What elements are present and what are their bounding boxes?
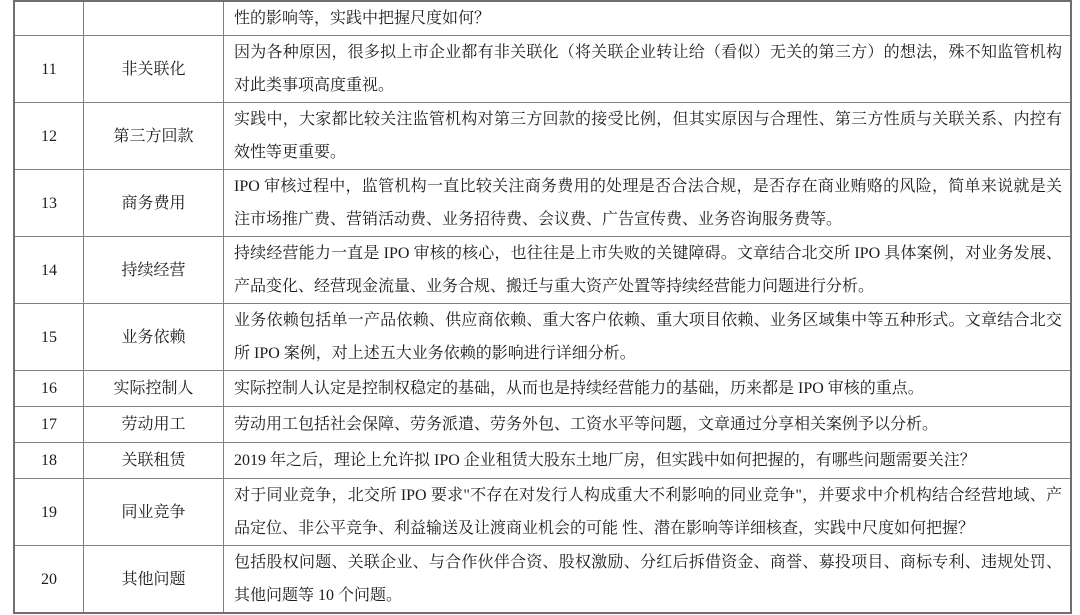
- topic-cell: 非关联化: [84, 36, 224, 103]
- description-cell: 性的影响等，实践中把握尺度如何？: [224, 1, 1072, 36]
- table-row: [14, 237, 1071, 304]
- topic-cell: 其他问题: [84, 546, 224, 614]
- description-cell: 持续经营能力一直是 IPO 审核的核心，也往往是上市失败的关键障碍。文章结合北交所 IPO 具体案例，对业务发展、产品变化、经营现金流量、业务合规、搬迁与重大资产处置等持续经营能力问题进行分析。: [224, 237, 1072, 304]
- description-cell: 包括股权问题、关联企业、与合作伙伴合资、股权激励、分红后拆借资金、商誉、募投项目、商标专利、违规处罚、其他问题等 10 个问题。: [224, 546, 1072, 614]
- table-row: [14, 479, 1071, 546]
- description-cell: 业务依赖包括单一产品依赖、供应商依赖、重大客户依赖、重大项目依赖、业务区域集中等五种形式。文章结合北交所 IPO 案例，对上述五大业务依赖的影响进行详细分析。: [224, 304, 1072, 371]
- topic-cell: 同业竞争: [84, 479, 224, 546]
- table-row: [14, 407, 1071, 443]
- row-number-cell: 12: [14, 103, 84, 170]
- table-row: [14, 170, 1071, 237]
- table-row: [14, 304, 1071, 371]
- table-row: [14, 1, 1071, 36]
- table-row: [14, 443, 1071, 479]
- topic-cell: 商务费用: [84, 170, 224, 237]
- row-number-cell: 16: [14, 371, 84, 407]
- row-number-cell: 18: [14, 443, 84, 479]
- topic-cell: 第三方回款: [84, 103, 224, 170]
- row-number-cell: 13: [14, 170, 84, 237]
- description-cell: 劳动用工包括社会保障、劳务派遣、劳务外包、工资水平等问题，文章通过分享相关案例予以分析。: [224, 407, 1072, 443]
- row-number-cell: 20: [14, 546, 84, 614]
- table-row: [14, 36, 1071, 103]
- description-cell: 实践中，大家都比较关注监管机构对第三方回款的接受比例，但其实原因与合理性、第三方性质与关联关系、内控有效性等更重要。: [224, 103, 1072, 170]
- topic-cell: [84, 1, 224, 36]
- topic-cell: 业务依赖: [84, 304, 224, 371]
- description-cell: 2019 年之后，理论上允许拟 IPO 企业租赁大股东土地厂房，但实践中如何把握的，有哪些问题需要关注？: [224, 443, 1072, 479]
- topic-cell: 劳动用工: [84, 407, 224, 443]
- topic-cell: 持续经营: [84, 237, 224, 304]
- description-cell: 因为各种原因，很多拟上市企业都有非关联化（将关联企业转让给（看似）无关的第三方）的想法，殊不知监管机构对此类事项高度重视。: [224, 36, 1072, 103]
- description-cell: IPO 审核过程中，监管机构一直比较关注商务费用的处理是否合法合规，是否存在商业贿赂的风险，简单来说就是关注市场推广费、营销活动费、业务招待费、会议费、广告宣传费、业务咨询服务费等。: [224, 170, 1072, 237]
- row-number-cell: 17: [14, 407, 84, 443]
- row-number-cell: [14, 1, 84, 36]
- topic-cell: 关联租赁: [84, 443, 224, 479]
- ipo-review-topics-table: [13, 0, 1072, 614]
- row-number-cell: 19: [14, 479, 84, 546]
- table-row: [14, 546, 1071, 614]
- table-row: [14, 103, 1071, 170]
- row-number-cell: 14: [14, 237, 84, 304]
- description-cell: 实际控制人认定是控制权稳定的基础，从而也是持续经营能力的基础，历来都是 IPO 审核的重点。: [224, 371, 1072, 407]
- topic-cell: 实际控制人: [84, 371, 224, 407]
- row-number-cell: 11: [14, 36, 84, 103]
- description-cell: 对于同业竞争，北交所 IPO 要求"不存在对发行人构成重大不利影响的同业竞争"，并要求中介机构结合经营地域、产品定位、非公平竞争、利益输送及让渡商业机会的可能 性、潜在影响等详细核查，实践中尺度如何把握？: [224, 479, 1072, 546]
- table-row: [14, 371, 1071, 407]
- row-number-cell: 15: [14, 304, 84, 371]
